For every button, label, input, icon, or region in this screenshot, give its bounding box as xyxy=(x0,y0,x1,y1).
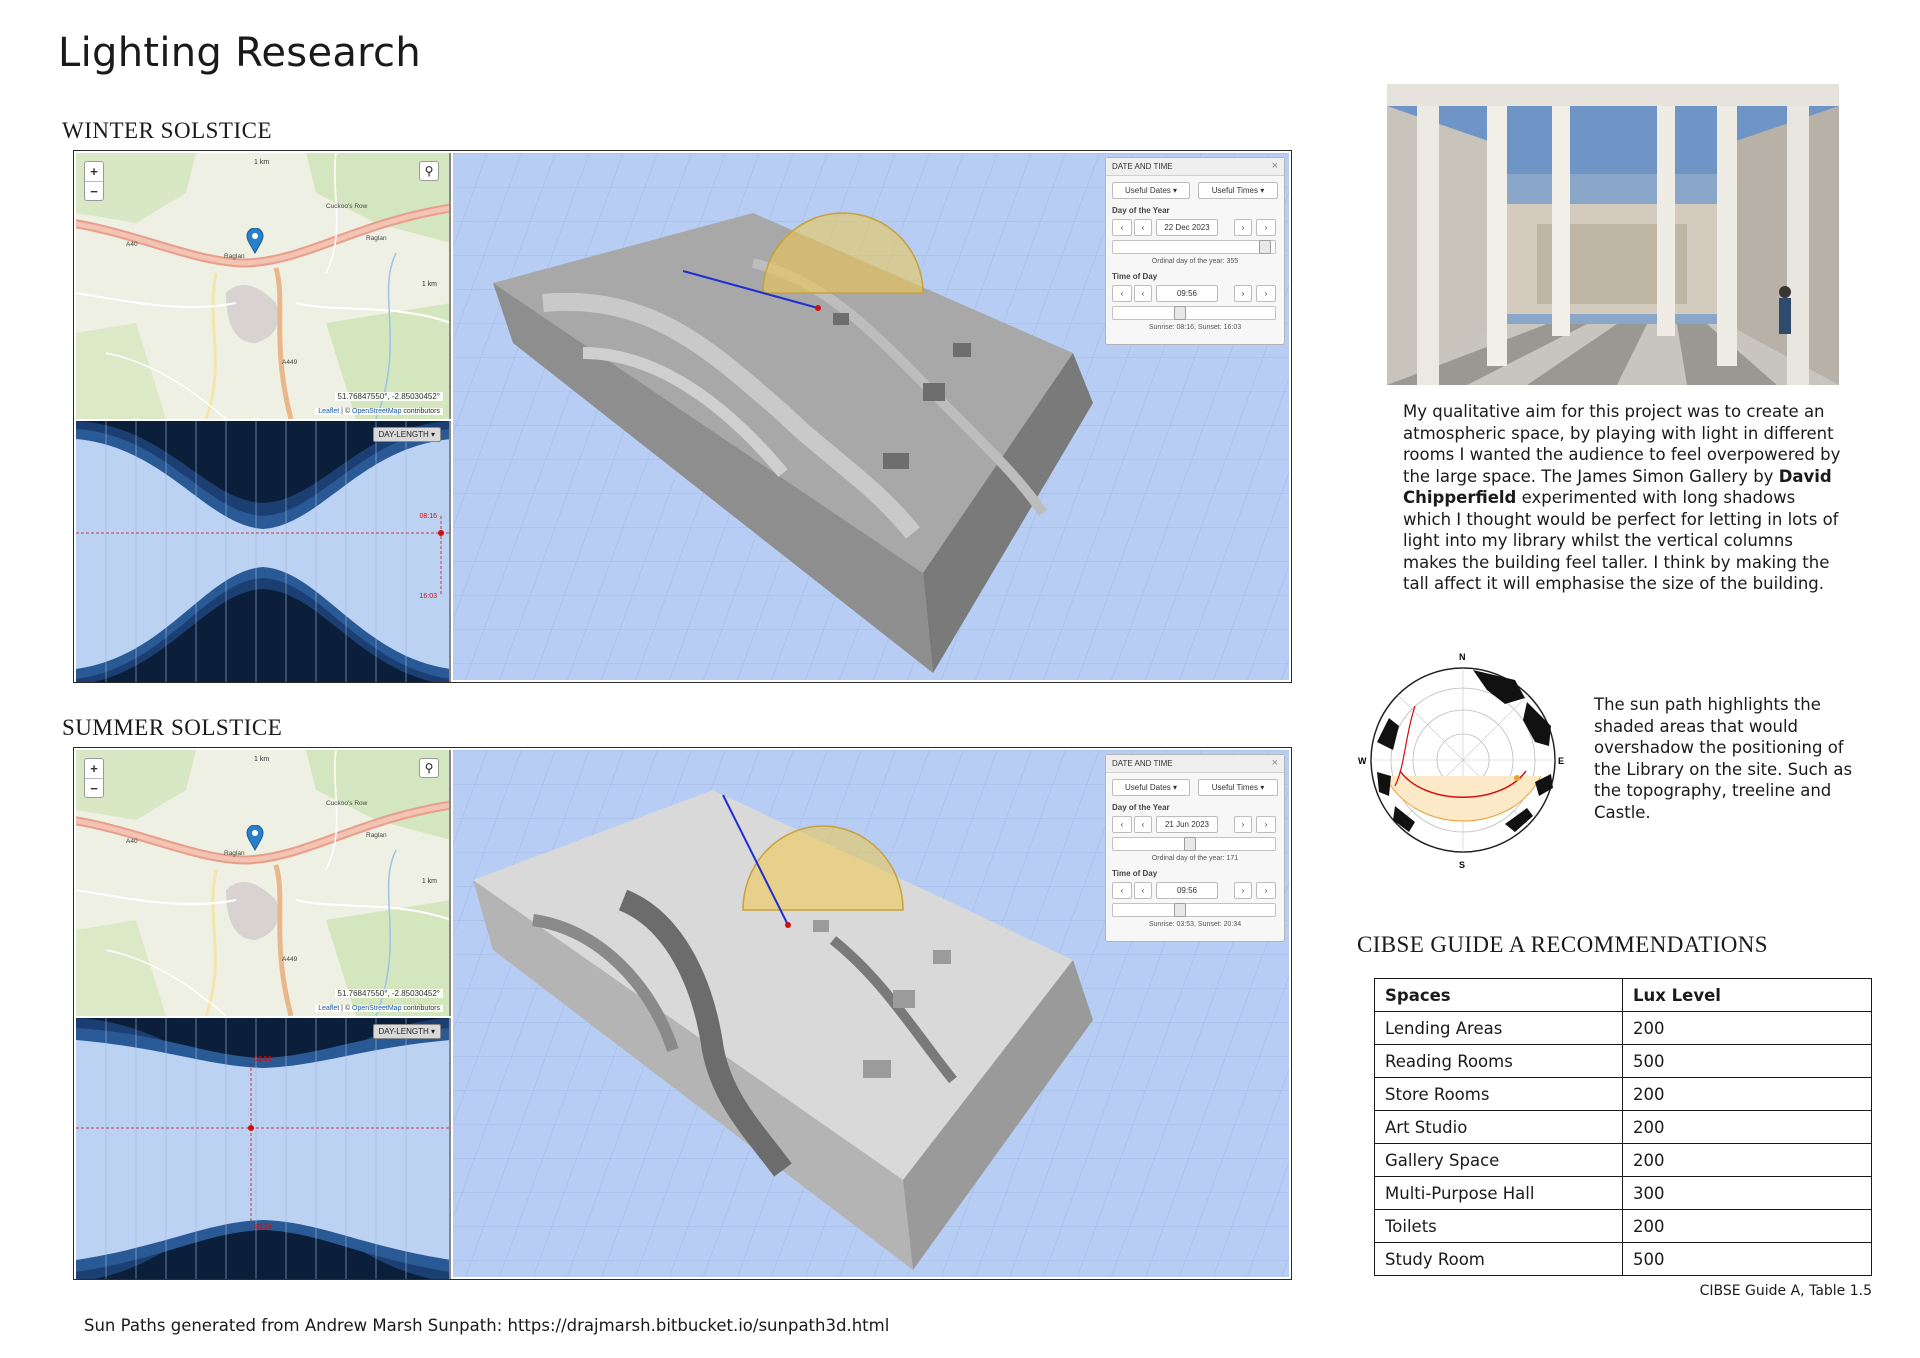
time-next-button[interactable]: › xyxy=(1234,882,1252,899)
design-aim-paragraph xyxy=(1403,401,1843,595)
sun-times: Sunrise: 08:16, Sunset: 16:03 xyxy=(1148,324,1242,331)
useful-dates-button[interactable]: Useful Dates ▾ xyxy=(1112,182,1190,199)
attr-tail: contributors xyxy=(401,408,440,415)
compass-n: N xyxy=(1459,652,1466,662)
space-name: Gallery Space xyxy=(1375,1144,1623,1177)
lux-value: 500 xyxy=(1623,1243,1872,1276)
search-icon[interactable]: ⚲ xyxy=(419,758,439,778)
attr-sep: | © xyxy=(339,408,353,415)
day-prev-button[interactable]: ‹ xyxy=(1134,219,1152,236)
map-coordinates: 51.76847550°, -2.85030452° xyxy=(335,392,444,401)
colonnade-illustration xyxy=(1387,84,1839,385)
time-input[interactable]: 09:56 xyxy=(1156,285,1218,302)
time-of-day-label: Time of Day xyxy=(1112,869,1158,878)
summer-map[interactable] xyxy=(76,750,451,1016)
space-name: Multi-Purpose Hall xyxy=(1375,1177,1623,1210)
summer-heading: SUMMER SOLSTICE xyxy=(62,715,283,740)
winter-sunpath-panel xyxy=(73,150,1292,683)
date-time-panel xyxy=(1105,157,1285,345)
time-slider[interactable] xyxy=(1112,903,1276,917)
compass-e: E xyxy=(1558,756,1565,766)
table-row xyxy=(1375,1045,1872,1078)
table-row xyxy=(1375,1111,1872,1144)
table-row xyxy=(1375,1078,1872,1111)
lux-level-table xyxy=(1374,978,1872,1276)
osm-link[interactable]: OpenStreetMap xyxy=(352,1005,402,1012)
compass-s: S xyxy=(1459,860,1466,870)
lux-value: 200 xyxy=(1623,1012,1872,1045)
space-name: Toilets xyxy=(1375,1210,1623,1243)
map-scale-right: 1 km xyxy=(421,281,437,288)
compass-w: W xyxy=(1358,756,1367,766)
place-a449: A449 xyxy=(282,956,298,963)
place-cuckoos-row: Cuckoo's Row xyxy=(326,203,368,210)
lux-value: 200 xyxy=(1623,1144,1872,1177)
day-slider-thumb[interactable] xyxy=(1259,240,1271,254)
day-next-button[interactable]: › xyxy=(1234,219,1252,236)
day-slider[interactable] xyxy=(1112,240,1276,254)
map-attribution xyxy=(315,408,443,415)
time-first-button[interactable]: ‹ xyxy=(1112,882,1132,899)
attr-tail: contributors xyxy=(401,1005,440,1012)
day-next-button[interactable]: › xyxy=(1234,816,1252,833)
close-icon[interactable]: × xyxy=(1271,160,1278,172)
day-last-button[interactable]: › xyxy=(1256,219,1276,236)
map-background xyxy=(76,153,451,419)
time-prev-button[interactable]: ‹ xyxy=(1134,285,1152,302)
time-prev-button[interactable]: ‹ xyxy=(1134,882,1152,899)
day-first-button[interactable]: ‹ xyxy=(1112,816,1132,833)
date-input[interactable]: 22 Dec 2023 xyxy=(1156,219,1218,236)
time-slider-thumb[interactable] xyxy=(1174,306,1186,320)
map-background xyxy=(76,750,451,1016)
map-scale-right: 1 km xyxy=(421,878,437,885)
space-name: Reading Rooms xyxy=(1375,1045,1623,1078)
sunrise-label: 08:16 xyxy=(419,513,437,520)
day-last-button[interactable]: › xyxy=(1256,816,1276,833)
place-raglan: Raglan xyxy=(224,253,245,260)
summer-sunpath-panel xyxy=(73,747,1292,1280)
sun-times: Sunrise: 03:53, Sunset: 20:34 xyxy=(1148,921,1242,928)
table-row xyxy=(1375,1012,1872,1045)
place-a40: A40 xyxy=(126,838,138,845)
aim-text-2: experimented with long shadows which I thought would be perfect for letting in lots of light into my library whilst the vertical columns makes the building feel taller. I think by making the tall affect it will emphasise the size of the building. xyxy=(1403,488,1839,593)
place-a40: A40 xyxy=(126,241,138,248)
sunpath-paragraph: The sun path highlights the shaded areas that would overshadow the positioning of the Library on the site. Such as the topography, treeline and Castle. xyxy=(1594,695,1853,822)
table-row xyxy=(1375,1210,1872,1243)
day-prev-button[interactable]: ‹ xyxy=(1134,816,1152,833)
ordinal-day: Ordinal day of the year: 355 xyxy=(1151,258,1239,265)
space-name: Art Studio xyxy=(1375,1111,1623,1144)
james-simon-gallery-photo xyxy=(1387,84,1839,385)
useful-dates-button[interactable]: Useful Dates ▾ xyxy=(1112,779,1190,796)
place-a449: A449 xyxy=(282,359,298,366)
day-length-dropdown[interactable]: DAY-LENGTH ▾ xyxy=(373,1024,441,1039)
space-name: Study Room xyxy=(1375,1243,1623,1276)
table-header-row xyxy=(1375,979,1872,1012)
table-row xyxy=(1375,1144,1872,1177)
page-title: Lighting Research xyxy=(58,30,421,76)
dt-panel-title: DATE AND TIME xyxy=(1112,162,1173,171)
map-scale-top: 1 km xyxy=(254,159,270,166)
column-header-lux: Lux Level xyxy=(1623,979,1872,1012)
space-name: Lending Areas xyxy=(1375,1012,1623,1045)
lux-value: 300 xyxy=(1623,1177,1872,1210)
winter-map[interactable] xyxy=(76,153,451,419)
time-first-button[interactable]: ‹ xyxy=(1112,285,1132,302)
summer-3d-viewport[interactable] xyxy=(453,750,1289,1277)
time-next-button[interactable]: › xyxy=(1234,285,1252,302)
column-header-spaces: Spaces xyxy=(1375,979,1623,1012)
time-of-day-label: Time of Day xyxy=(1112,272,1158,281)
sunpath-diagram xyxy=(1355,646,1570,871)
map-attribution xyxy=(315,1005,443,1012)
winter-3d-viewport[interactable] xyxy=(453,153,1289,680)
lux-value: 200 xyxy=(1623,1111,1872,1144)
sunset-label: 20:34 xyxy=(254,1224,272,1231)
map-coordinates: 51.76847550°, -2.85030452° xyxy=(335,989,444,998)
ordinal-day: Ordinal day of the year: 171 xyxy=(1151,855,1239,862)
date-time-panel xyxy=(1105,754,1285,942)
location-pin-icon[interactable] xyxy=(246,228,264,254)
osm-link[interactable]: OpenStreetMap xyxy=(352,408,402,415)
search-icon[interactable]: ⚲ xyxy=(419,161,439,181)
place-raglan-b: Raglan xyxy=(366,832,387,839)
useful-times-button[interactable]: Useful Times ▾ xyxy=(1198,779,1278,796)
time-last-button[interactable]: › xyxy=(1256,285,1276,302)
zoom-control xyxy=(84,758,104,798)
lux-value: 200 xyxy=(1623,1078,1872,1111)
leaflet-link[interactable]: Leaflet xyxy=(318,408,340,415)
time-last-button[interactable]: › xyxy=(1256,882,1276,899)
space-name: Store Rooms xyxy=(1375,1078,1623,1111)
dt-panel-header xyxy=(1106,158,1284,176)
close-icon[interactable]: × xyxy=(1271,757,1278,769)
zoom-in-button[interactable]: + xyxy=(90,164,98,179)
lux-value: 200 xyxy=(1623,1210,1872,1243)
place-raglan: Raglan xyxy=(224,850,245,857)
time-slider-thumb[interactable] xyxy=(1174,903,1186,917)
lux-value: 500 xyxy=(1623,1045,1872,1078)
winter-day-length-chart[interactable] xyxy=(76,421,451,683)
time-slider[interactable] xyxy=(1112,306,1276,320)
time-input[interactable]: 09:56 xyxy=(1156,882,1218,899)
zoom-out-button[interactable]: − xyxy=(85,181,103,200)
day-of-year-label: Day of the Year xyxy=(1112,803,1170,812)
place-cuckoos-row: Cuckoo's Row xyxy=(326,800,368,807)
cibse-heading: CIBSE GUIDE A RECOMMENDATIONS xyxy=(1357,932,1768,957)
dt-panel-header xyxy=(1106,755,1284,773)
day-length-graphic xyxy=(76,421,451,683)
map-scale-top: 1 km xyxy=(254,756,270,763)
day-length-dropdown[interactable]: DAY-LENGTH ▾ xyxy=(373,427,441,442)
day-slider[interactable] xyxy=(1112,837,1276,851)
sunset-label: 16:03 xyxy=(419,593,437,600)
winter-heading: WINTER SOLSTICE xyxy=(62,118,273,143)
dt-panel-title: DATE AND TIME xyxy=(1112,759,1173,768)
architect-name: David Chipperfield xyxy=(1403,466,1832,507)
table-source: CIBSE Guide A, Table 1.5 xyxy=(1699,1283,1872,1299)
aim-text-1: My qualitative aim for this project was to create an atmospheric space, by playing with light in different rooms I wanted the audience to feel overpowered by the large space. The James Simon Gallery by xyxy=(1403,402,1841,486)
day-slider-thumb[interactable] xyxy=(1184,837,1196,851)
place-raglan-b: Raglan xyxy=(366,235,387,242)
zoom-out-button[interactable]: − xyxy=(85,778,103,797)
zoom-control xyxy=(84,161,104,201)
sunrise-label: 03:53 xyxy=(254,1056,272,1063)
table-row xyxy=(1375,1243,1872,1276)
date-input[interactable]: 21 Jun 2023 xyxy=(1156,816,1218,833)
location-pin-icon[interactable] xyxy=(246,825,264,851)
zoom-in-button[interactable]: + xyxy=(90,761,98,776)
useful-times-button[interactable]: Useful Times ▾ xyxy=(1198,182,1278,199)
leaflet-link[interactable]: Leaflet xyxy=(318,1005,340,1012)
summer-day-length-chart[interactable] xyxy=(76,1018,451,1280)
day-of-year-label: Day of the Year xyxy=(1112,206,1170,215)
day-first-button[interactable]: ‹ xyxy=(1112,219,1132,236)
table-row xyxy=(1375,1177,1872,1210)
footer-credit: Sun Paths generated from Andrew Marsh Sunpath: https://drajmarsh.bitbucket.io/sunpath3d.html xyxy=(84,1316,890,1335)
attr-sep: | © xyxy=(339,1005,353,1012)
